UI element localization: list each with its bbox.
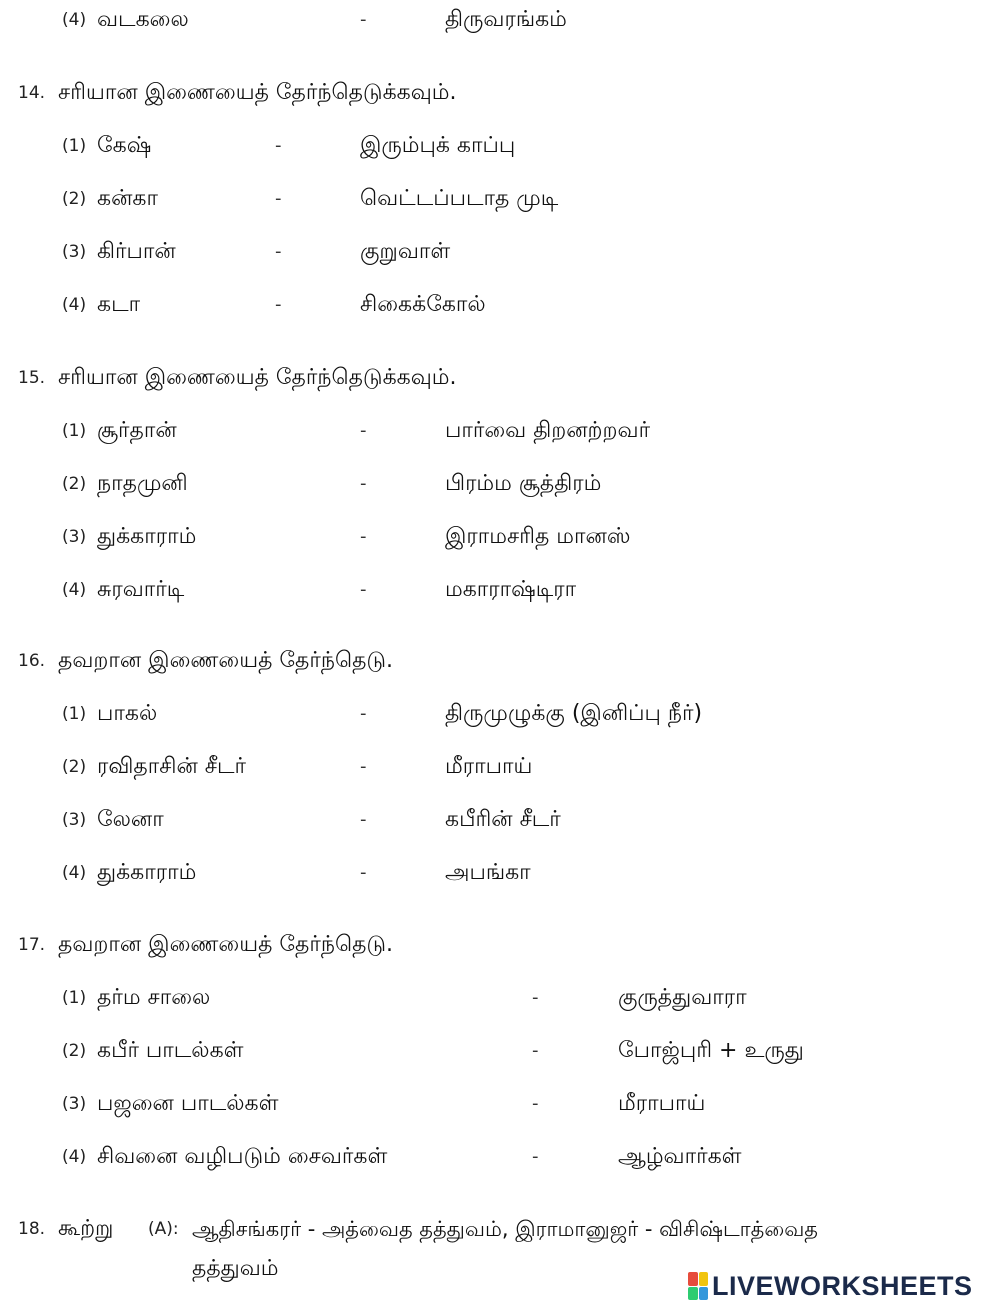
option-number: (4) xyxy=(62,580,87,600)
option-right: இராமசரித மானஸ் xyxy=(445,524,631,549)
option-left: கேஷ் xyxy=(97,133,152,158)
option-left: கடா xyxy=(97,292,141,317)
option-number: (2) xyxy=(62,189,87,209)
question-number: 14. xyxy=(18,83,46,103)
option-dash: - xyxy=(360,579,367,600)
option-number: (4) xyxy=(62,863,87,883)
option-dash: - xyxy=(532,1093,539,1114)
question-text: சரியான இணையைத் தேர்ந்தெடுக்கவும். xyxy=(58,365,457,390)
option-number: (3) xyxy=(62,810,87,830)
logo-tile-3 xyxy=(688,1287,698,1301)
option-left: வடகலை xyxy=(97,7,189,32)
option-left: கபீர் பாடல்கள் xyxy=(97,1038,244,1063)
option-left: கிர்பான் xyxy=(97,239,176,264)
option-number: (2) xyxy=(62,1041,87,1061)
option-dash: - xyxy=(275,241,282,262)
option-dash: - xyxy=(360,9,367,30)
question-text: சரியான இணையைத் தேர்ந்தெடுக்கவும். xyxy=(58,80,457,105)
option-right: அபங்கா xyxy=(445,860,531,885)
option-left: பஜனை பாடல்கள் xyxy=(97,1091,279,1116)
option-number: (3) xyxy=(62,242,87,262)
statement-label: கூற்று xyxy=(58,1216,114,1241)
question-text: தவறான இணையைத் தேர்ந்தெடு. xyxy=(58,932,394,957)
option-dash: - xyxy=(532,987,539,1008)
option-right: மீராபாய் xyxy=(445,754,533,779)
option-number: (3) xyxy=(62,1094,87,1114)
option-left: சிவனை வழிபடும் சைவர்கள் xyxy=(97,1144,388,1169)
option-left: துக்காராம் xyxy=(97,524,197,549)
option-right: திருவரங்கம் xyxy=(445,7,567,32)
option-number: (1) xyxy=(62,421,87,441)
logo-tile-1 xyxy=(688,1272,698,1286)
option-number: (2) xyxy=(62,757,87,777)
option-right: மகாராஷ்டிரா xyxy=(445,577,577,602)
option-dash: - xyxy=(532,1146,539,1167)
logo-tile-4 xyxy=(699,1287,709,1301)
question-number: 18. xyxy=(18,1219,46,1239)
option-right: குருத்துவாரா xyxy=(618,985,747,1010)
question-text: தவறான இணையைத் தேர்ந்தெடு. xyxy=(58,648,394,673)
option-right: இரும்புக் காப்பு xyxy=(360,133,516,158)
option-right: பிரம்ம சூத்திரம் xyxy=(445,471,602,496)
question-number: 17. xyxy=(18,935,46,955)
option-left: ரவிதாசின் சீடர் xyxy=(97,754,246,779)
option-number: (4) xyxy=(62,295,87,315)
option-number: (1) xyxy=(62,988,87,1008)
option-number: (1) xyxy=(62,136,87,156)
option-number: (1) xyxy=(62,704,87,724)
logo-tile-2 xyxy=(699,1272,709,1286)
option-left: துக்காராம் xyxy=(97,860,197,885)
option-left: கன்கா xyxy=(97,186,158,211)
option-left: லேனா xyxy=(97,807,164,832)
option-dash: - xyxy=(275,188,282,209)
option-right: வெட்டப்படாத முடி xyxy=(360,186,559,211)
liveworksheets-brand xyxy=(688,1266,973,1306)
liveworksheets-logo-icon xyxy=(688,1272,708,1300)
option-right: ஆழ்வார்கள் xyxy=(618,1144,742,1169)
statement-text: ஆதிசங்கரர் - அத்வைத தத்துவம், இராமானுஜர் - விசிஷ்டாத்வைத xyxy=(192,1217,818,1241)
option-right: திருமுழுக்கு (இனிப்பு நீர்) xyxy=(445,701,703,726)
option-dash: - xyxy=(360,526,367,547)
option-left: பாகல் xyxy=(97,701,158,726)
question-number: 15. xyxy=(18,368,46,388)
option-number: (4) xyxy=(62,1147,87,1167)
option-number: (2) xyxy=(62,474,87,494)
option-number: (3) xyxy=(62,527,87,547)
option-dash: - xyxy=(360,420,367,441)
option-dash: - xyxy=(360,703,367,724)
option-dash: - xyxy=(360,809,367,830)
option-dash: - xyxy=(275,135,282,156)
option-right: கபீரின் சீடர் xyxy=(445,807,561,832)
option-dash: - xyxy=(360,473,367,494)
statement-tag: (A): xyxy=(148,1219,179,1239)
option-dash: - xyxy=(275,294,282,315)
question-number: 16. xyxy=(18,651,46,671)
option-right: குறுவாள் xyxy=(360,239,451,264)
option-right: மீராபாய் xyxy=(618,1091,706,1116)
option-right: பார்வை திறனற்றவர் xyxy=(445,418,651,443)
statement-text-continued: தத்துவம் xyxy=(192,1256,279,1281)
option-left: தர்ம சாலை xyxy=(97,985,211,1010)
option-right: சிகைக்கோல் xyxy=(360,292,486,317)
option-dash: - xyxy=(532,1040,539,1061)
option-number: (4) xyxy=(62,10,87,30)
option-left: சுரவார்டி xyxy=(97,577,185,602)
option-left: சூர்தான் xyxy=(97,418,177,443)
option-left: நாதமுனி xyxy=(97,471,188,496)
option-dash: - xyxy=(360,756,367,777)
option-right: போஜ்புரி + உருது xyxy=(618,1038,804,1063)
brand-text: LIVEWORKSHEETS xyxy=(712,1270,973,1301)
option-dash: - xyxy=(360,862,367,883)
